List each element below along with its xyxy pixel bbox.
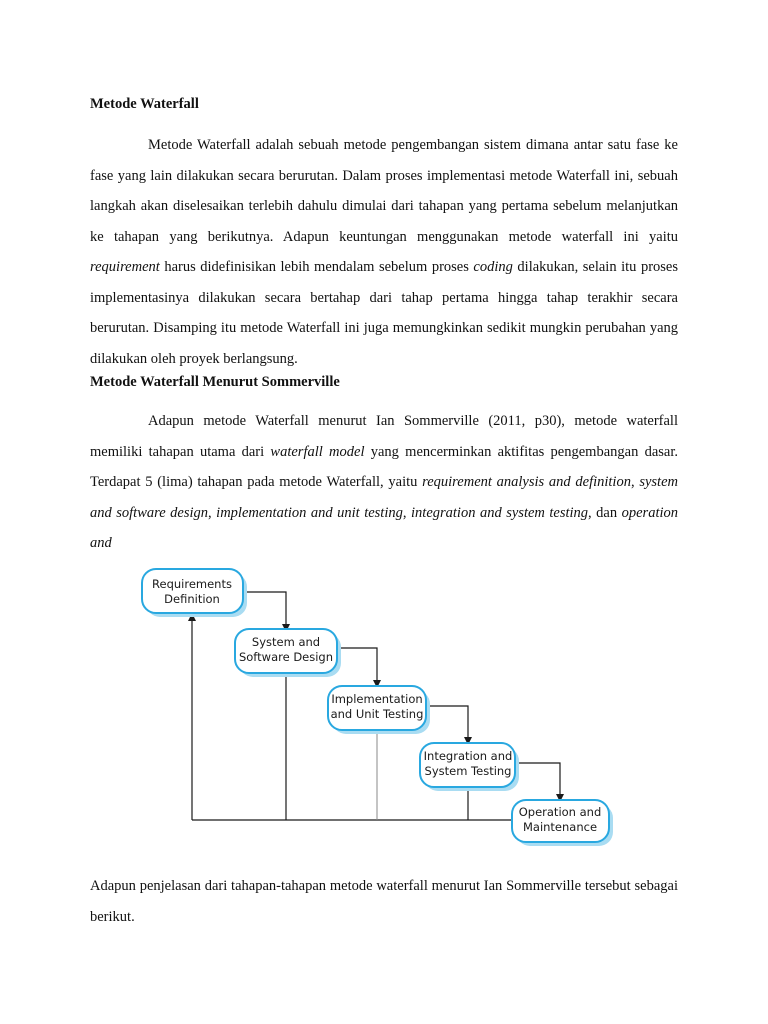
stage-integration (420, 743, 519, 791)
arrow-integration-to-operation (515, 763, 560, 798)
waterfall-model-diagram (0, 560, 768, 860)
text-run-italic: operation and (90, 504, 679, 551)
stage-label: System and (251, 635, 321, 649)
stage-label: Implementation (331, 692, 423, 706)
text-run: , (630, 474, 640, 490)
section-heading-sommerville: Metode Waterfall Menurut Sommerville (90, 374, 340, 390)
stage-requirements (142, 569, 247, 617)
paragraph-sommerville (90, 406, 678, 559)
stage-label: Software Design (238, 650, 334, 664)
stage-label: Operation and (518, 805, 602, 819)
stage-label: Maintenance (522, 820, 598, 834)
text-run-italic: implementation and unit testing (216, 504, 403, 521)
stage-operation (512, 800, 613, 846)
paragraph-waterfall-definition (90, 130, 678, 374)
stage-label: Requirements (152, 577, 232, 591)
text-run: yang mencerminkan aktifitas pengembangan dasar. Terdapat 5 (lima) tahapan pada metode Waterfall, yaitu (90, 443, 678, 490)
text-run: harus didefinisikan lebih mendalam sebelum proses (159, 259, 474, 275)
paragraph-closing: Adapun penjelasan dari tahapan-tahapan metode waterfall menurut Ian Sommerville tersebut sebagai berikut. (90, 878, 678, 925)
stage-design (235, 629, 341, 677)
text-run-italic: requirement (90, 259, 160, 275)
stage-label: Integration and (423, 749, 513, 763)
stage-label: System Testing (424, 764, 512, 778)
text-run-italic: integration and system testing (411, 504, 589, 521)
text-run: dilakukan, selain itu proses implementasinya dilakukan secara bertahap dari tahap pertama hingga tahap terakhir secara berurutan. Disamping itu metode Waterfall ini juga memungkinkan sedikit mungkin perubahan yang dilakukan oleh proyek berlangsung. (90, 259, 679, 367)
arrow-req-to-design (243, 592, 286, 628)
text-run-italic: waterfall model (270, 443, 365, 460)
text-run-italic: system and software design (90, 474, 678, 521)
stage-label: and Unit Testing (330, 707, 424, 721)
text-run: , (402, 504, 412, 521)
text-run-italic: requirement analysis and definition (422, 474, 631, 490)
stage-label: Definition (164, 592, 220, 606)
arrow-design-to-impl (337, 648, 377, 684)
text-run-italic: coding (473, 259, 513, 275)
text-run: Metode Waterfall adalah sebuah metode pengembangan sistem dimana antar satu fase ke fase yang lain dilakukan secara berurutan. Dalam proses implementasi metode Waterfall ini, sebuah langkah akan diselesaikan terlebih dahulu dimulai dari tahapan yang pertama sebelum melanjutkan ke tahapan yang berikutnya. Adapun keuntungan menggunakan metode waterfall ini yaitu (90, 137, 678, 245)
arrow-impl-to-integration (426, 706, 468, 741)
text-run: , (208, 504, 217, 521)
section-heading-waterfall: Metode Waterfall (90, 96, 199, 112)
text-run: Adapun metode Waterfall menurut Ian Sommerville (2011, p30), metode waterfall memiliki tahapan utama dari (90, 413, 678, 460)
text-run: , dan (588, 504, 622, 521)
stage-implementation (328, 686, 430, 734)
